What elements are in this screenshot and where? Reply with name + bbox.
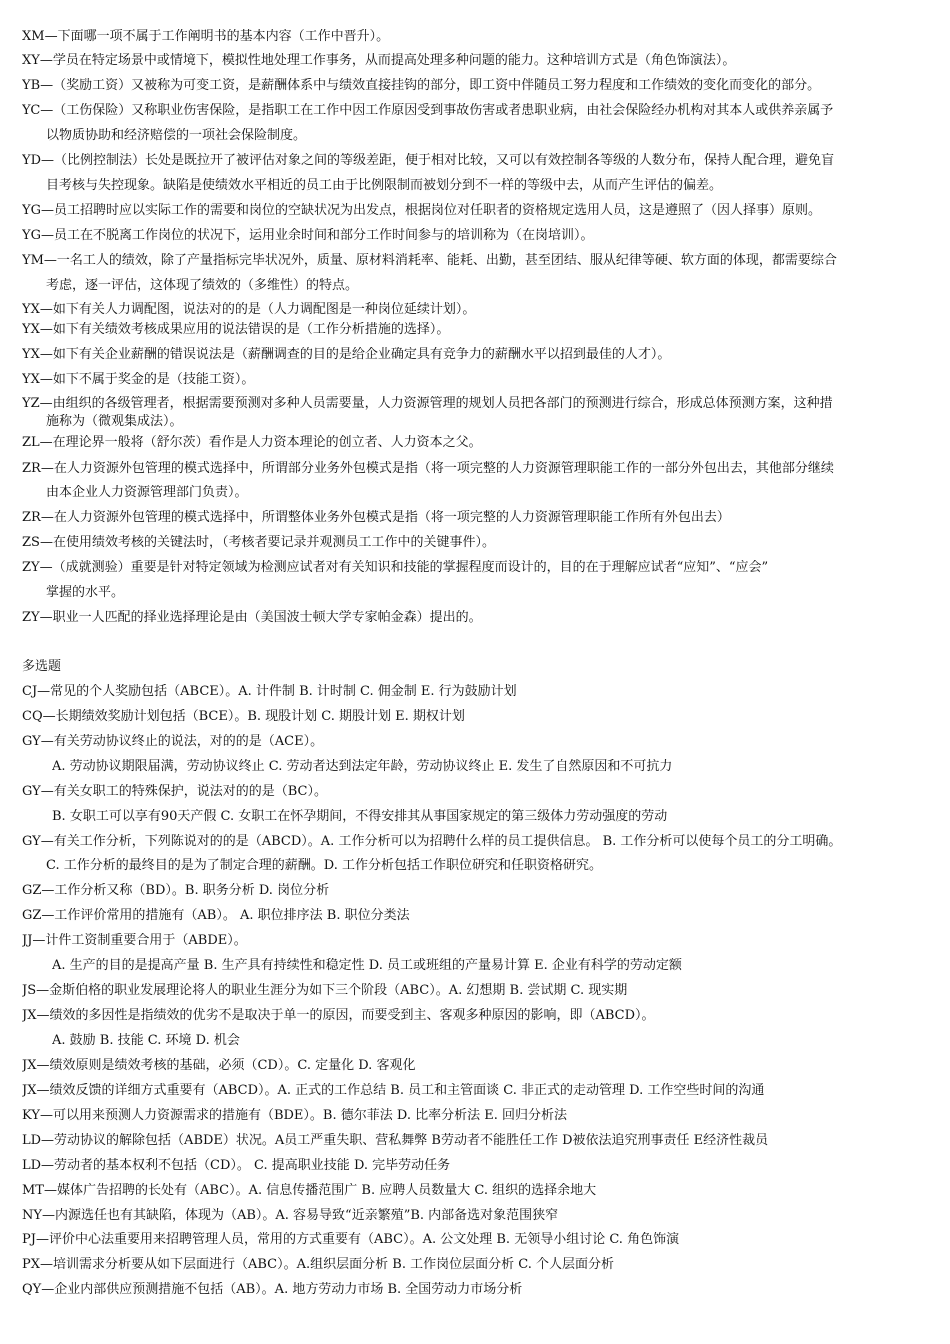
text-line: YC—（工伤保险）又称职业伤害保险，是指职工在工作中因工作原因受到事故伤害或者患职业病，由社会保险经办机构对其本人或供养亲属予 [22,103,834,118]
text-line: NY—内源选任也有其缺陷，体现为（AB）。A. 容易导致“近亲繁殖”B. 内部备选对象范围狭窄 [22,1208,559,1223]
text-line: ZS—在使用绩效考核的关键法时，（考核者要记录并观测员工工作中的关键事件）。 [22,535,495,550]
text-line: YX—如下有关人力调配图，说法对的的是（人力调配图是一种岗位延续计划）。 [22,302,476,317]
text-line: 施称为（微观集成法）。 [46,414,183,429]
text-line: YM—一名工人的绩效，除了产量指标完毕状况外，质量、原材料消耗率、能耗、出勤，甚至团结、服从纪律等硬、软方面的体现，都需要综合 [22,253,837,268]
text-line: XM—下面哪一项不属于工作阐明书的基本内容（工作中晋升）。 [22,29,390,44]
text-line: JS—金斯伯格的职业发展理论将人的职业生涯分为如下三个阶段（ABC）。A. 幻想期 B. 尝试期 C. 现实期 [22,983,628,998]
text-line: JX—绩效反馈的详细方式重要有（ABCD）。A. 正式的工作总结 B. 员工和主管面谈 C. 非正式的走动管理 D. 工作空些时间的沟通 [22,1083,765,1098]
text-line: YD—（比例控制法）长处是既拉开了被评估对象之间的等级差距，便于相对比较，又可以有效控制各等级的人数分布，保持人配合理，避免盲 [22,153,835,168]
text-line: YG—员工招聘时应以实际工作的需要和岗位的空缺状况为出发点，根据岗位对任职者的资格规定选用人员，这是遵照了（因人择事）原则。 [22,203,821,218]
text-line: A. 生产的目的是提高产量 B. 生产具有持续性和稳定性 D. 员工或班组的产量易计算 E. 企业有科学的劳动定额 [52,958,682,973]
text-line: ZY—（成就测验）重要是针对特定领域为检测应试者对有关知识和技能的掌握程度而设计的，目的在于理解应试者“应知”、“应会” [22,560,769,575]
text-line: GY—有关工作分析，下列陈说对的的是（ABCD）。A. 工作分析可以为招聘什么样的员工提供信息。 B. 工作分析可以使每个员工的分工明确。 [22,834,842,849]
text-line: GY—有关劳动协议终止的说法，对的的是（ACE）。 [22,734,324,749]
text-line: MT—媒体广告招聘的长处有（ABC）。A. 信息传播范围广 B. 应聘人员数量大 C. 组织的选择余地大 [22,1183,597,1198]
text-line: ZY—职业一人匹配的择业选择理论是由（美国波士顿大学专家帕金森）提出的。 [22,610,482,625]
text-line: ZL—在理论界一般将（舒尔茨）看作是人力资本理论的创立者、人力资本之父。 [22,435,482,450]
text-line: YX—如下有关企业薪酬的错误说法是（薪酬调查的目的是给企业确定具有竞争力的薪酬水平以招到最佳的人才）。 [22,347,671,362]
text-line: YB—（奖励工资）又被称为可变工资，是薪酬体系中与绩效直接挂钩的部分，即工资中伴随员工努力程度和工作绩效的变化而变化的部分。 [22,78,821,93]
text-line: A. 鼓励 B. 技能 C. 环境 D. 机会 [52,1033,240,1048]
text-line: QY—企业内部供应预测措施不包括（AB）。A. 地方劳动力市场 B. 全国劳动力市场分析 [22,1282,523,1297]
text-line: JJ—计件工资制重要合用于（ABDE）。 [22,933,247,948]
text-line: JX—绩效原则是绩效考核的基础，必须（CD）。C. 定量化 D. 客观化 [22,1058,416,1073]
text-line: XY—学员在特定场景中或情境下，模拟性地处理工作事务，从而提高处理多种问题的能力。这种培训方式是（角色饰演法）。 [22,53,736,68]
text-line: B. 女职工可以享有90天产假 C. 女职工在怀孕期间，不得安排其从事国家规定的第三级体力劳动强度的劳动 [52,809,668,824]
text-line: CJ—常见的个人奖励包括（ABCE）。A. 计件制 B. 计时制 C. 佣金制 E. 行为鼓励计划 [22,684,517,699]
text-line: LD—劳动者的基本权利不包括（CD）。 C. 提高职业技能 D. 完毕劳动任务 [22,1158,451,1173]
text-line: GY—有关女职工的特殊保护，说法对的的是（BC）。 [22,784,327,799]
text-line: KY—可以用来预测人力资源需求的措施有（BDE）。B. 德尔菲法 D. 比率分析法 E. 回归分析法 [22,1108,567,1123]
text-line: ZR—在人力资源外包管理的模式选择中，所谓部分业务外包模式是指（将一项完整的人力资源管理职能工作的一部分外包出去，其他部分继续 [22,461,834,476]
text-line: 考虑，逐一评估，这体现了绩效的（多维性）的特点。 [46,278,359,293]
text-line: A. 劳动协议期限届满，劳动协议终止 C. 劳动者达到法定年龄，劳动协议终止 E. 发生了自然原因和不可抗力 [52,759,673,774]
text-line: 目考核与失控现象。缺陷是使绩效水平相近的员工由于比例限制而被划分到不一样的等级中去，从而产生评估的偏差。 [46,178,723,193]
text-line: C. 工作分析的最终目的是为了制定合理的薪酬。D. 工作分析包括工作职位研究和任职资格研究。 [46,858,602,873]
text-line: PX—培训需求分析要从如下层面进行（ABC）。A.组织层面分析 B. 工作岗位层面分析 C. 个人层面分析 [22,1257,614,1272]
text-line: YX—如下不属于奖金的是（技能工资）。 [22,372,255,387]
text-line: LD—劳动协议的解除包括（ABDE）状况。A员工严重失职、营私舞弊 B劳动者不能胜任工作 D被依法追究刑事责任 E经济性裁员 [22,1133,769,1148]
text-line: 掌握的水平。 [46,585,125,600]
text-line: JX—绩效的多因性是指绩效的优劣不是取决于单一的原因，而要受到主、客观多种原因的影响，即（ABCD）。 [22,1008,655,1023]
text-line: PJ—评价中心法重要用来招聘管理人员，常用的方式重要有（ABC）。A. 公文处理 B. 无领导小组讨论 C. 角色饰演 [22,1232,680,1247]
text-line: YG—员工在不脱离工作岗位的状况下，运用业余时间和部分工作时间参与的培训称为（在岗培训）。 [22,228,594,243]
section-title: 多选题 [22,659,62,674]
text-line: 以物质协助和经济赔偿的一项社会保险制度。 [46,128,307,143]
text-line: GZ—工作分析又称（BD）。B. 职务分析 D. 岗位分析 [22,883,330,898]
text-line: GZ—工作评价常用的措施有（AB）。 A. 职位排序法 B. 职位分类法 [22,908,410,923]
text-line: YX—如下有关绩效考核成果应用的说法错误的是（工作分析措施的选择）。 [22,322,450,337]
text-line: 由本企业人力资源管理部门负责）。 [46,485,248,500]
text-line: ZR—在人力资源外包管理的模式选择中，所谓整体业务外包模式是指（将一项完整的人力资源管理职能工作所有外包出去） [22,510,730,525]
text-line: YZ—由组织的各级管理者，根据需要预测对多种人员需要量，人力资源管理的规划人员把各部门的预测进行综合，形成总体预测方案，这种措 [22,396,833,411]
text-line: CQ—长期绩效奖励计划包括（BCE）。B. 现股计划 C. 期股计划 E. 期权计划 [22,709,465,724]
